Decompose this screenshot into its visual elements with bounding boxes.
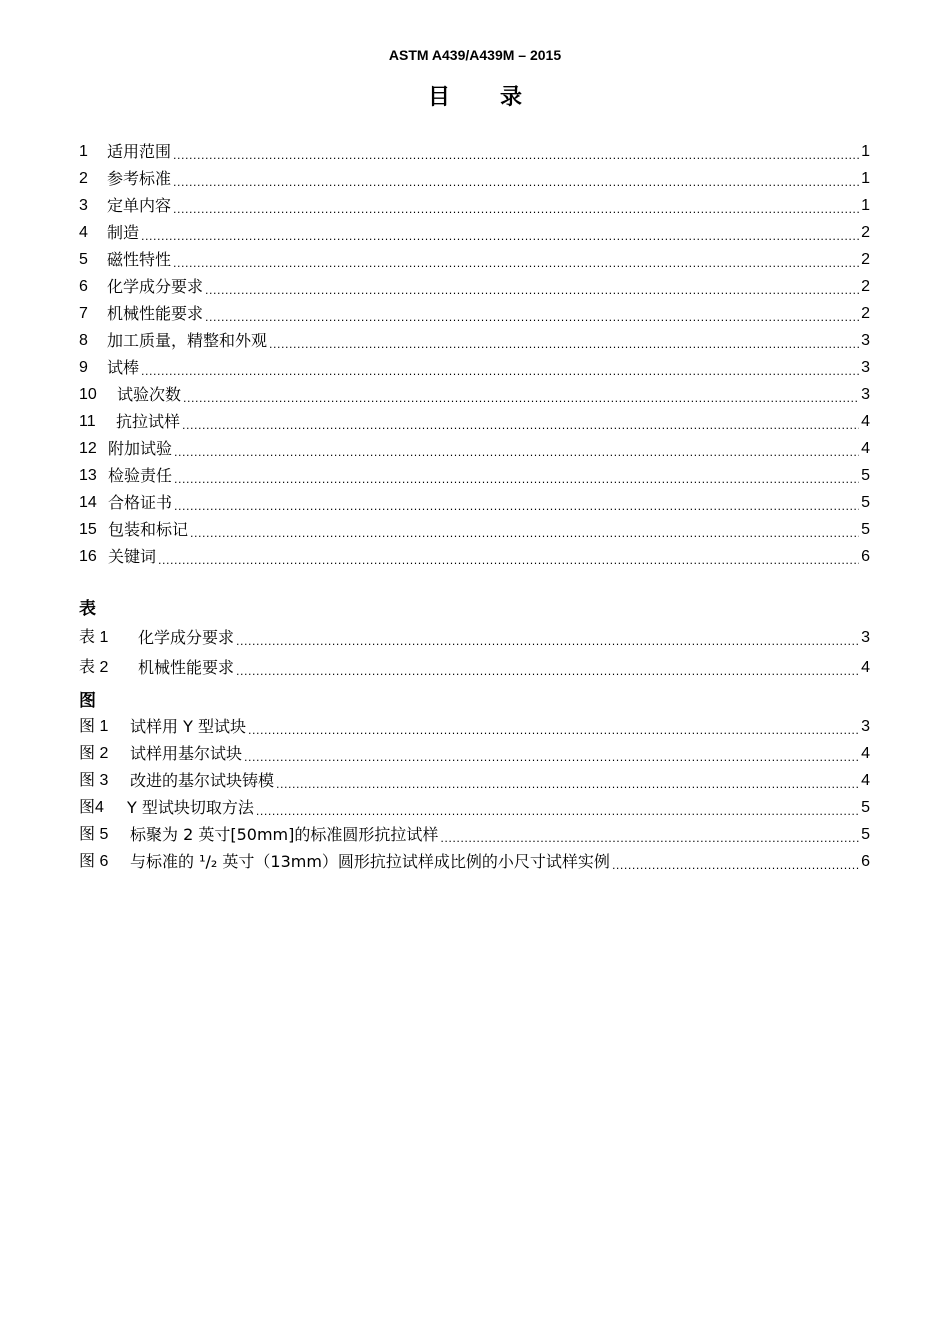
toc-list	[79, 138, 870, 570]
figure-entry-title: 标聚为 2 英寸[50mm]的标准圆形抗拉试样	[130, 825, 439, 844]
figure-entry[interactable]	[79, 767, 870, 794]
toc-entry[interactable]	[79, 543, 870, 570]
toc-entry-title: 适用范围	[107, 142, 172, 161]
table-entry-number: 表 1	[79, 629, 109, 646]
dot-leader	[173, 192, 859, 219]
figure-entry-page: 4	[861, 772, 870, 789]
toc-entry-page: 2	[861, 251, 870, 268]
dot-leader	[256, 794, 859, 821]
dot-leader	[190, 516, 859, 543]
figure-entry-title: 试样用基尔试块	[130, 744, 243, 763]
figure-entry-title: 与标准的 ¹/₂ 英寸（13mm）圆形抗拉试样成比例的小尺寸试样实例	[130, 852, 610, 871]
toc-entry-page: 3	[861, 332, 870, 349]
toc-entry-title: 加工质量，精整和外观	[107, 331, 268, 350]
dot-leader	[174, 435, 859, 462]
toc-entry-title: 合格证书	[108, 493, 173, 512]
toc-entry-page: 5	[861, 494, 870, 511]
figure-entry-number: 图 1	[79, 718, 109, 735]
table-entry[interactable]	[79, 621, 870, 651]
toc-entry-number: 8	[79, 332, 88, 349]
toc-entry-title: 参考标准	[107, 169, 172, 188]
toc-entry-page: 5	[861, 467, 870, 484]
toc-entry-page: 1	[861, 197, 870, 214]
dot-leader	[205, 300, 859, 327]
toc-entry[interactable]	[79, 381, 870, 408]
toc-entry-title: 包装和标记	[108, 520, 189, 539]
tables-list	[79, 621, 870, 681]
toc-title-right: 录	[500, 85, 523, 110]
dot-leader	[236, 624, 859, 651]
table-entry-title: 化学成分要求	[138, 628, 235, 647]
toc-entry[interactable]	[79, 246, 870, 273]
dot-leader	[182, 408, 859, 435]
figure-entry-page: 3	[861, 718, 870, 735]
toc-entry-number: 16	[79, 548, 97, 565]
dot-leader	[244, 740, 859, 767]
toc-entry-title: 化学成分要求	[107, 277, 204, 296]
figure-entry-number: 图4	[79, 799, 104, 816]
toc-entry-number: 9	[79, 359, 88, 376]
toc-title	[0, 80, 950, 111]
figure-entry-number: 图 5	[79, 826, 109, 843]
toc-entry[interactable]	[79, 354, 870, 381]
toc-entry[interactable]	[79, 327, 870, 354]
dot-leader	[205, 273, 859, 300]
toc-entry[interactable]	[79, 516, 870, 543]
dot-leader	[173, 138, 859, 165]
toc-entry[interactable]	[79, 138, 870, 165]
figures-heading: 图	[79, 691, 96, 711]
figure-entry-page: 5	[861, 826, 870, 843]
dot-leader	[174, 462, 859, 489]
figure-entry[interactable]	[79, 713, 870, 740]
dot-leader	[276, 767, 859, 794]
toc-entry-number: 4	[79, 224, 88, 241]
dot-leader	[248, 713, 859, 740]
dot-leader	[236, 654, 859, 681]
toc-entry-number: 6	[79, 278, 88, 295]
dot-leader	[269, 327, 859, 354]
table-entry-page: 3	[861, 629, 870, 646]
dot-leader	[158, 543, 859, 570]
toc-entry[interactable]	[79, 489, 870, 516]
dot-leader	[174, 489, 859, 516]
figure-entry-number: 图 3	[79, 772, 109, 789]
figure-entry-title: Y 型试块切取方法	[127, 798, 254, 817]
toc-entry-title: 制造	[107, 223, 140, 242]
toc-entry-title: 关键词	[108, 547, 157, 566]
toc-entry-number: 7	[79, 305, 88, 322]
tables-heading: 表	[79, 599, 96, 619]
toc-entry-page: 2	[861, 224, 870, 241]
toc-entry-title: 检验责任	[108, 466, 173, 485]
toc-entry-title: 试棒	[107, 358, 140, 377]
dot-leader	[141, 219, 859, 246]
toc-entry-page: 2	[861, 278, 870, 295]
figure-entry[interactable]	[79, 821, 870, 848]
dot-leader	[183, 381, 859, 408]
toc-entry[interactable]	[79, 300, 870, 327]
toc-entry-page: 4	[861, 413, 870, 430]
toc-entry-title: 附加试验	[108, 439, 173, 458]
figure-entry-page: 6	[861, 853, 870, 870]
dot-leader	[141, 354, 859, 381]
figures-list	[79, 713, 870, 875]
toc-entry[interactable]	[79, 408, 870, 435]
table-entry-number: 表 2	[79, 659, 109, 676]
figure-entry-number: 图 2	[79, 745, 109, 762]
figure-entry-title: 改进的基尔试块铸模	[130, 771, 275, 790]
table-entry[interactable]	[79, 651, 870, 681]
toc-entry-page: 5	[861, 521, 870, 538]
toc-entry-page: 3	[861, 359, 870, 376]
toc-entry-number: 15	[79, 521, 97, 538]
toc-entry-number: 10	[79, 386, 97, 403]
figure-entry[interactable]	[79, 794, 870, 821]
toc-entry-page: 2	[861, 305, 870, 322]
toc-entry-number: 5	[79, 251, 88, 268]
toc-entry-number: 14	[79, 494, 97, 511]
standard-header: ASTM A439/A439M – 2015	[388, 47, 562, 63]
toc-entry[interactable]	[79, 462, 870, 489]
figure-entry-number: 图 6	[79, 853, 109, 870]
toc-entry-title: 磁性特性	[107, 250, 172, 269]
figure-entry-page: 4	[861, 745, 870, 762]
dot-leader	[440, 821, 859, 848]
toc-entry-page: 3	[861, 386, 870, 403]
toc-entry[interactable]	[79, 165, 870, 192]
dot-leader	[173, 246, 859, 273]
toc-entry-page: 4	[861, 440, 870, 457]
toc-entry-number: 3	[79, 197, 88, 214]
toc-entry[interactable]	[79, 435, 870, 462]
table-entry-title: 机械性能要求	[138, 658, 235, 677]
dot-leader	[612, 848, 859, 875]
figure-entry-title: 试样用 Y 型试块	[130, 717, 246, 736]
toc-entry-number: 2	[79, 170, 88, 187]
toc-entry-title: 机械性能要求	[107, 304, 204, 323]
toc-entry[interactable]	[79, 219, 870, 246]
dot-leader	[173, 165, 859, 192]
toc-entry-title: 抗拉试样	[116, 412, 181, 431]
toc-entry[interactable]	[79, 273, 870, 300]
toc-entry-number: 11	[79, 413, 96, 430]
toc-entry-page: 6	[861, 548, 870, 565]
figure-entry[interactable]	[79, 848, 870, 875]
toc-entry-page: 1	[861, 170, 870, 187]
toc-entry-number: 12	[79, 440, 97, 457]
toc-entry-title: 定单内容	[107, 196, 172, 215]
toc-entry-number: 13	[79, 467, 97, 484]
toc-entry[interactable]	[79, 192, 870, 219]
figure-entry-page: 5	[861, 799, 870, 816]
toc-entry-number: 1	[79, 143, 88, 160]
toc-title-left: 目	[427, 85, 450, 110]
toc-entry-page: 1	[861, 143, 870, 160]
table-entry-page: 4	[861, 659, 870, 676]
figure-entry[interactable]	[79, 740, 870, 767]
toc-entry-title: 试验次数	[117, 385, 182, 404]
